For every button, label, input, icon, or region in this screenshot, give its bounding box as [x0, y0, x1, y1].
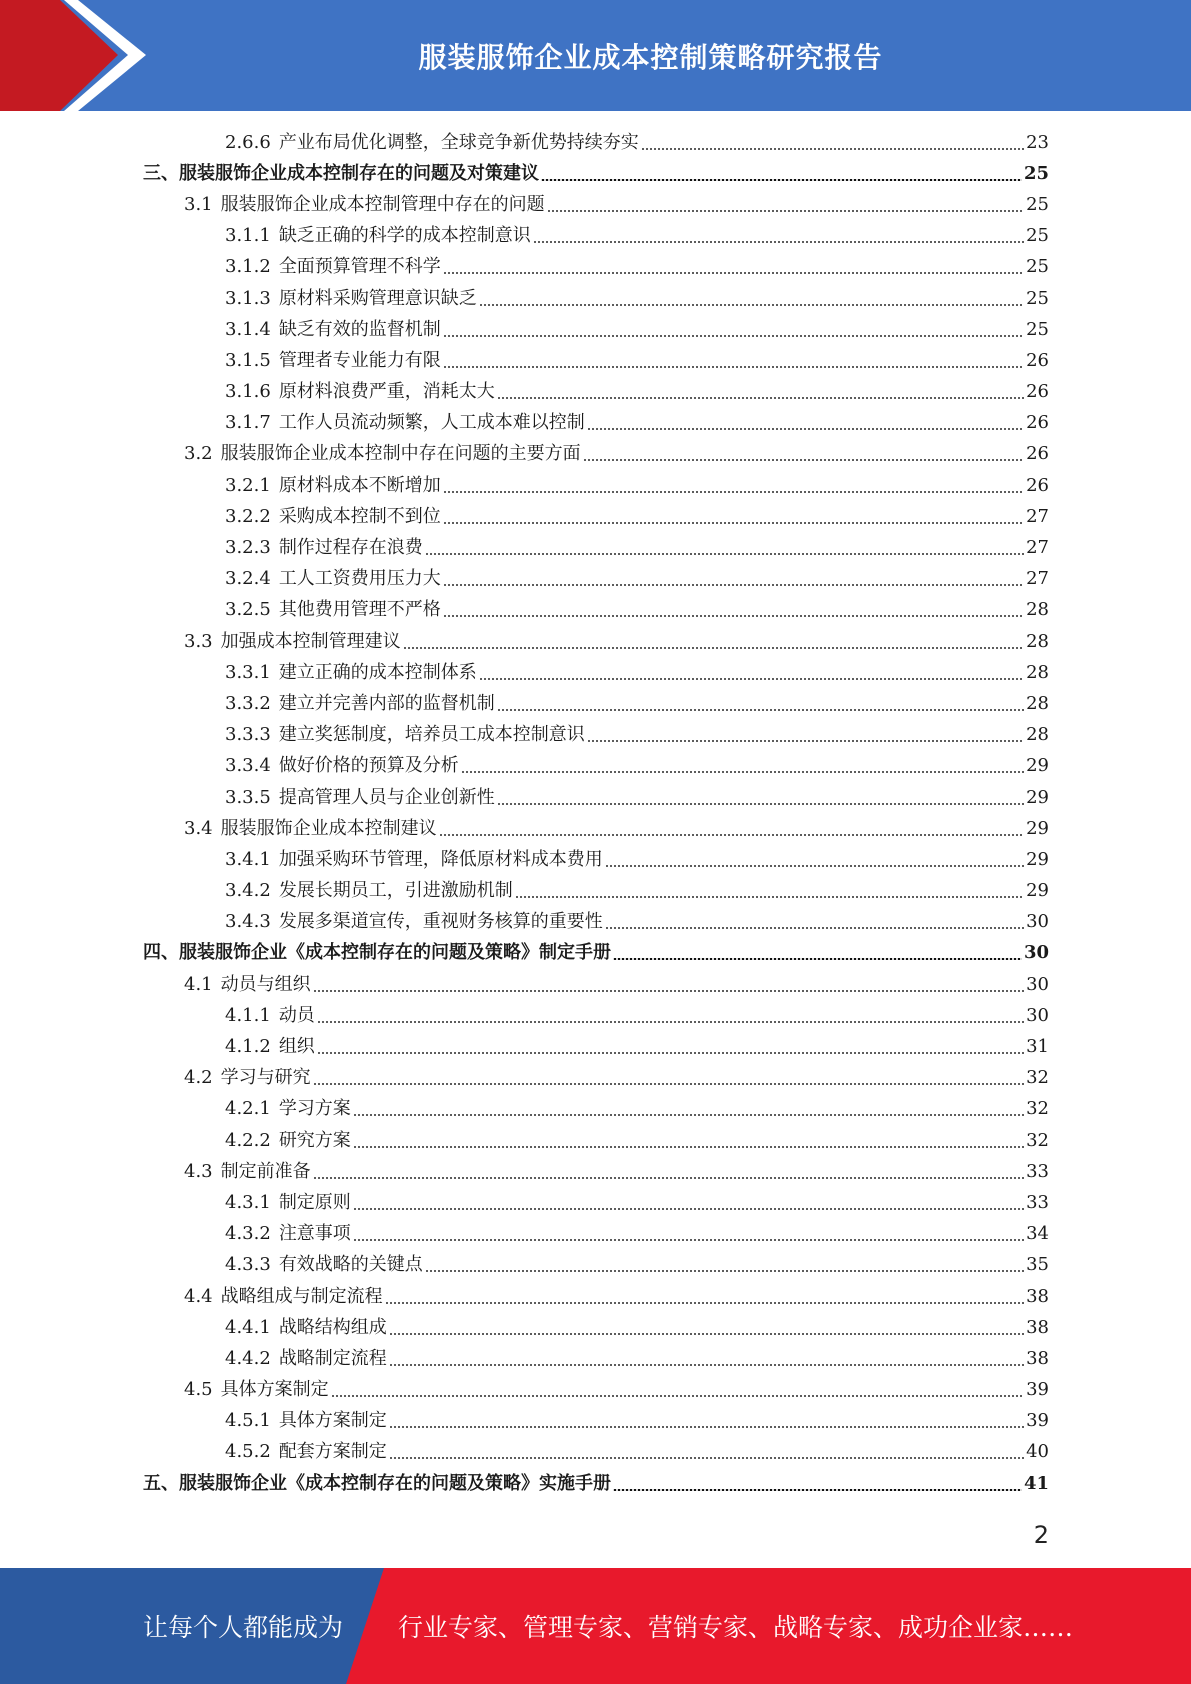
- toc-entry-title: 具体方案制定: [220, 1379, 329, 1401]
- toc-entry-page: 29: [1026, 755, 1049, 777]
- toc-entry-number: 3.3: [184, 630, 213, 652]
- dot-leader: [439, 834, 1024, 836]
- toc-entry-number: 4.4.2: [225, 1347, 271, 1369]
- toc-entry-title: 发展多渠道宣传，重视财务核算的重要性: [278, 911, 603, 933]
- toc-entry[interactable]: [143, 408, 1049, 439]
- toc-entry[interactable]: [143, 813, 1049, 844]
- toc-entry[interactable]: [143, 1343, 1049, 1374]
- toc-entry[interactable]: [143, 283, 1049, 314]
- red-chevron-decoration: [0, 0, 150, 111]
- toc-entry-page: 30: [1026, 973, 1049, 995]
- toc-entry-page: 28: [1026, 630, 1049, 652]
- toc-entry-number: 3.1.1: [225, 225, 271, 247]
- toc-entry-page: 28: [1026, 661, 1049, 683]
- toc-entry-page: 30: [1026, 1004, 1049, 1026]
- toc-entry-page: 34: [1026, 1223, 1049, 1245]
- toc-entry-page: 35: [1026, 1254, 1049, 1276]
- table-of-contents: [143, 127, 1049, 1499]
- dot-leader: [403, 647, 1024, 649]
- toc-entry-title: 学习与研究: [220, 1067, 311, 1089]
- toc-entry[interactable]: [143, 470, 1049, 501]
- dot-leader: [461, 771, 1024, 773]
- toc-entry-page: 26: [1026, 412, 1049, 434]
- toc-entry[interactable]: [143, 221, 1049, 252]
- toc-entry-title: 工人工资费用压力大: [278, 568, 441, 590]
- toc-entry[interactable]: [143, 377, 1049, 408]
- toc-entry[interactable]: [143, 1063, 1049, 1094]
- dot-leader: [313, 990, 1024, 992]
- footer-slogan-left: 让每个人都能成为: [143, 1613, 344, 1642]
- toc-entry-page: 29: [1026, 880, 1049, 902]
- toc-entry-number: 4.5: [184, 1379, 213, 1401]
- toc-entry-number: 3.1.7: [225, 412, 271, 434]
- toc-entry-number: 4.3.2: [225, 1223, 271, 1245]
- dot-leader: [443, 272, 1024, 274]
- toc-entry[interactable]: [143, 1031, 1049, 1062]
- toc-entry[interactable]: [143, 1125, 1049, 1156]
- toc-entry-number: 3.2.4: [225, 568, 271, 590]
- toc-entry-number: 3.1: [184, 193, 213, 215]
- toc-entry-number: 4.2.2: [225, 1129, 271, 1151]
- toc-entry[interactable]: [143, 626, 1049, 657]
- dot-leader: [425, 553, 1024, 555]
- dot-leader: [497, 709, 1024, 711]
- dot-leader: [515, 896, 1024, 898]
- toc-entry-page: 25: [1023, 162, 1049, 184]
- toc-entry-page: 30: [1026, 911, 1049, 933]
- dot-leader: [353, 1146, 1024, 1148]
- toc-entry-title: 原材料采购管理意识缺乏: [278, 287, 477, 309]
- toc-entry[interactable]: [143, 1375, 1049, 1406]
- dot-leader: [587, 428, 1024, 430]
- toc-entry-number: 3.3.4: [225, 755, 271, 777]
- toc-entry-title: 战略组成与制定流程: [220, 1285, 383, 1307]
- toc-entry-title: 建立奖惩制度，培养员工成本控制意识: [278, 724, 585, 746]
- toc-entry-page: 38: [1026, 1347, 1049, 1369]
- toc-entry-title: 原材料成本不断增加: [278, 474, 441, 496]
- dot-leader: [605, 865, 1024, 867]
- toc-entry-title: 加强成本控制管理建议: [220, 630, 401, 652]
- toc-entry-page: 38: [1026, 1285, 1049, 1307]
- toc-entry-title: 发展长期员工，引进激励机制: [278, 880, 513, 902]
- toc-entry-number: 3.2.1: [225, 474, 271, 496]
- toc-entry-page: 40: [1026, 1441, 1049, 1463]
- toc-entry[interactable]: [143, 189, 1049, 220]
- dot-leader: [587, 740, 1024, 742]
- toc-entry-number: 4.3.3: [225, 1254, 271, 1276]
- dot-leader: [425, 1270, 1024, 1272]
- toc-entry-page: 26: [1026, 381, 1049, 403]
- toc-entry-title: 提高管理人员与企业创新性: [278, 786, 495, 808]
- toc-entry-number: 3.4: [184, 817, 213, 839]
- toc-entry-page: 26: [1026, 349, 1049, 371]
- toc-entry[interactable]: [143, 1156, 1049, 1187]
- toc-entry-page: 25: [1026, 287, 1049, 309]
- toc-entry[interactable]: [143, 501, 1049, 532]
- toc-entry-title: 缺乏正确的科学的成本控制意识: [278, 225, 531, 247]
- toc-entry-title: 加强采购环节管理，降低原材料成本费用: [278, 848, 603, 870]
- toc-entry[interactable]: [143, 938, 1049, 969]
- toc-entry[interactable]: [143, 1094, 1049, 1125]
- header-banner: [0, 0, 1191, 111]
- dot-leader: [497, 803, 1024, 805]
- toc-entry-title: 四、服装服饰企业《成本控制存在的问题及策略》制定手册: [143, 942, 611, 964]
- toc-entry[interactable]: [143, 252, 1049, 283]
- toc-entry-page: 28: [1026, 692, 1049, 714]
- toc-entry[interactable]: [143, 439, 1049, 470]
- toc-entry-title: 采购成本控制不到位: [278, 505, 441, 527]
- toc-entry-page: 38: [1026, 1316, 1049, 1338]
- dot-leader: [385, 1302, 1024, 1304]
- toc-entry-number: 3.1.2: [225, 256, 271, 278]
- toc-entry-page: 33: [1026, 1160, 1049, 1182]
- toc-entry-page: 33: [1026, 1191, 1049, 1213]
- toc-entry[interactable]: [143, 657, 1049, 688]
- dot-leader: [583, 459, 1024, 461]
- toc-entry-title: 全面预算管理不科学: [278, 256, 441, 278]
- dot-leader: [479, 678, 1024, 680]
- toc-entry-title: 原材料浪费严重，消耗太大: [278, 381, 495, 403]
- dot-leader: [389, 1333, 1024, 1335]
- toc-entry[interactable]: [143, 907, 1049, 938]
- toc-entry-title: 缺乏有效的监督机制: [278, 318, 441, 340]
- toc-entry[interactable]: [143, 751, 1049, 782]
- dot-leader: [443, 366, 1024, 368]
- toc-entry-title: 学习方案: [278, 1098, 351, 1120]
- toc-entry-title: 制定前准备: [220, 1160, 311, 1182]
- toc-entry-number: 3.4.1: [225, 848, 271, 870]
- toc-entry[interactable]: [143, 564, 1049, 595]
- dot-leader: [353, 1208, 1024, 1210]
- toc-entry-number: 4.1: [184, 973, 213, 995]
- toc-entry-number: 4.3.1: [225, 1191, 271, 1213]
- toc-entry-number: 3.1.3: [225, 287, 271, 309]
- dot-leader: [313, 1083, 1024, 1085]
- toc-entry-title: 建立正确的成本控制体系: [278, 661, 477, 683]
- toc-entry-number: 3.3.3: [225, 724, 271, 746]
- toc-entry-title: 五、服装服饰企业《成本控制存在的问题及策略》实施手册: [143, 1472, 611, 1494]
- toc-entry-title: 三、服装服饰企业成本控制存在的问题及对策建议: [143, 162, 539, 184]
- toc-entry-title: 产业布局优化调整，全球竞争新优势持续夯实: [278, 131, 639, 153]
- toc-entry-title: 动员: [278, 1004, 315, 1026]
- toc-entry[interactable]: [143, 688, 1049, 719]
- toc-entry-number: 3.2: [184, 443, 213, 465]
- toc-entry-page: 27: [1026, 568, 1049, 590]
- dot-leader: [353, 1114, 1024, 1116]
- toc-entry[interactable]: [143, 1406, 1049, 1437]
- dot-leader: [353, 1239, 1024, 1241]
- toc-entry-number: 4.4.1: [225, 1316, 271, 1338]
- dot-leader: [313, 1177, 1024, 1179]
- dot-leader: [389, 1457, 1024, 1459]
- page-number: 2: [1033, 1521, 1049, 1549]
- toc-entry-page: 41: [1023, 1472, 1049, 1494]
- dot-leader: [443, 335, 1024, 337]
- toc-entry-title: 做好价格的预算及分析: [278, 755, 459, 777]
- toc-entry[interactable]: [143, 844, 1049, 875]
- dot-leader: [605, 927, 1024, 929]
- toc-entry-number: 3.1.4: [225, 318, 271, 340]
- toc-entry-page: 25: [1026, 318, 1049, 340]
- dot-leader: [497, 397, 1024, 399]
- toc-entry[interactable]: [143, 876, 1049, 907]
- toc-entry-number: 4.1.2: [225, 1036, 271, 1058]
- toc-entry-title: 其他费用管理不严格: [278, 599, 441, 621]
- toc-entry-page: 39: [1026, 1379, 1049, 1401]
- page-title: 服装服饰企业成本控制策略研究报告: [418, 40, 883, 74]
- toc-entry[interactable]: [143, 1219, 1049, 1250]
- toc-entry[interactable]: [143, 1250, 1049, 1281]
- toc-entry-page: 25: [1026, 256, 1049, 278]
- footer-slogan-right: 行业专家、管理专家、营销专家、战略专家、成功企业家……: [398, 1613, 1074, 1642]
- toc-entry-title: 研究方案: [278, 1129, 351, 1151]
- toc-entry-number: 3.3.1: [225, 661, 271, 683]
- toc-entry-number: 3.2.5: [225, 599, 271, 621]
- toc-entry-page: 29: [1026, 848, 1049, 870]
- toc-entry[interactable]: [143, 1000, 1049, 1031]
- toc-entry[interactable]: [143, 1468, 1049, 1499]
- dot-leader: [547, 210, 1024, 212]
- toc-entry-number: 4.3: [184, 1160, 213, 1182]
- toc-entry-title: 制作过程存在浪费: [278, 537, 423, 559]
- toc-entry[interactable]: [143, 314, 1049, 345]
- toc-entry-title: 注意事项: [278, 1223, 351, 1245]
- toc-entry-title: 战略制定流程: [278, 1347, 387, 1369]
- dot-leader: [479, 304, 1024, 306]
- toc-entry-title: 组织: [278, 1036, 315, 1058]
- toc-entry-number: 4.1.1: [225, 1004, 271, 1026]
- toc-entry-page: 32: [1026, 1129, 1049, 1151]
- toc-entry-number: 3.4.2: [225, 880, 271, 902]
- toc-entry-title: 服装服饰企业成本控制中存在问题的主要方面: [220, 443, 581, 465]
- dot-leader: [613, 958, 1022, 960]
- toc-entry[interactable]: [143, 1312, 1049, 1343]
- toc-entry-page: 23: [1026, 131, 1049, 153]
- toc-entry-page: 31: [1026, 1036, 1049, 1058]
- footer-banner: [0, 1568, 1191, 1684]
- toc-entry[interactable]: [143, 969, 1049, 1000]
- toc-entry-number: 3.3.2: [225, 692, 271, 714]
- toc-entry-page: 32: [1026, 1067, 1049, 1089]
- toc-entry-page: 27: [1026, 505, 1049, 527]
- toc-entry-number: 4.2: [184, 1067, 213, 1089]
- toc-entry-number: 2.6.6: [225, 131, 271, 153]
- toc-entry-page: 26: [1026, 474, 1049, 496]
- toc-entry-page: 28: [1026, 599, 1049, 621]
- dot-leader: [443, 615, 1024, 617]
- toc-entry-title: 动员与组织: [220, 973, 311, 995]
- toc-entry-number: 3.1.6: [225, 381, 271, 403]
- toc-entry-title: 具体方案制定: [278, 1410, 387, 1432]
- toc-entry-page: 29: [1026, 817, 1049, 839]
- toc-entry-number: 4.5.1: [225, 1410, 271, 1432]
- toc-entry-page: 25: [1026, 225, 1049, 247]
- toc-entry-title: 有效战略的关键点: [278, 1254, 423, 1276]
- toc-entry[interactable]: [143, 158, 1049, 189]
- dot-leader: [533, 241, 1024, 243]
- toc-entry-title: 制定原则: [278, 1191, 351, 1213]
- toc-entry-number: 4.5.2: [225, 1441, 271, 1463]
- toc-entry[interactable]: [143, 1437, 1049, 1468]
- toc-entry-page: 25: [1026, 193, 1049, 215]
- toc-entry[interactable]: [143, 1281, 1049, 1312]
- dot-leader: [317, 1021, 1024, 1023]
- toc-entry-page: 32: [1026, 1098, 1049, 1120]
- toc-entry-number: 3.3.5: [225, 786, 271, 808]
- toc-entry-number: 4.2.1: [225, 1098, 271, 1120]
- toc-entry[interactable]: [143, 720, 1049, 751]
- toc-entry-title: 管理者专业能力有限: [278, 349, 441, 371]
- toc-entry-number: 3.1.5: [225, 349, 271, 371]
- toc-entry-number: 3.4.3: [225, 911, 271, 933]
- toc-entry-page: 26: [1026, 443, 1049, 465]
- toc-entry-page: 27: [1026, 537, 1049, 559]
- toc-entry[interactable]: [143, 345, 1049, 376]
- toc-entry[interactable]: [143, 595, 1049, 626]
- toc-entry[interactable]: [143, 782, 1049, 813]
- dot-leader: [443, 522, 1024, 524]
- toc-entry-page: 29: [1026, 786, 1049, 808]
- toc-entry[interactable]: [143, 532, 1049, 563]
- toc-entry-title: 服装服饰企业成本控制建议: [220, 817, 437, 839]
- dot-leader: [389, 1364, 1024, 1366]
- dot-leader: [641, 148, 1024, 150]
- toc-entry-title: 战略结构组成: [278, 1316, 387, 1338]
- dot-leader: [389, 1426, 1024, 1428]
- toc-entry-title: 工作人员流动频繁，人工成本难以控制: [278, 412, 585, 434]
- dot-leader: [443, 584, 1024, 586]
- dot-leader: [331, 1395, 1024, 1397]
- toc-entry-title: 服装服饰企业成本控制管理中存在的问题: [220, 193, 545, 215]
- toc-entry-title: 建立并完善内部的监督机制: [278, 692, 495, 714]
- toc-entry-page: 28: [1026, 724, 1049, 746]
- dot-leader: [613, 1489, 1022, 1491]
- toc-entry-number: 3.2.2: [225, 505, 271, 527]
- toc-entry-number: 4.4: [184, 1285, 213, 1307]
- toc-entry-number: 3.2.3: [225, 537, 271, 559]
- toc-entry[interactable]: [143, 127, 1049, 158]
- dot-leader: [317, 1052, 1024, 1054]
- toc-entry-title: 配套方案制定: [278, 1441, 387, 1463]
- toc-entry-page: 30: [1023, 942, 1049, 964]
- dot-leader: [443, 491, 1024, 493]
- toc-entry[interactable]: [143, 1187, 1049, 1218]
- dot-leader: [541, 179, 1022, 181]
- toc-entry-page: 39: [1026, 1410, 1049, 1432]
